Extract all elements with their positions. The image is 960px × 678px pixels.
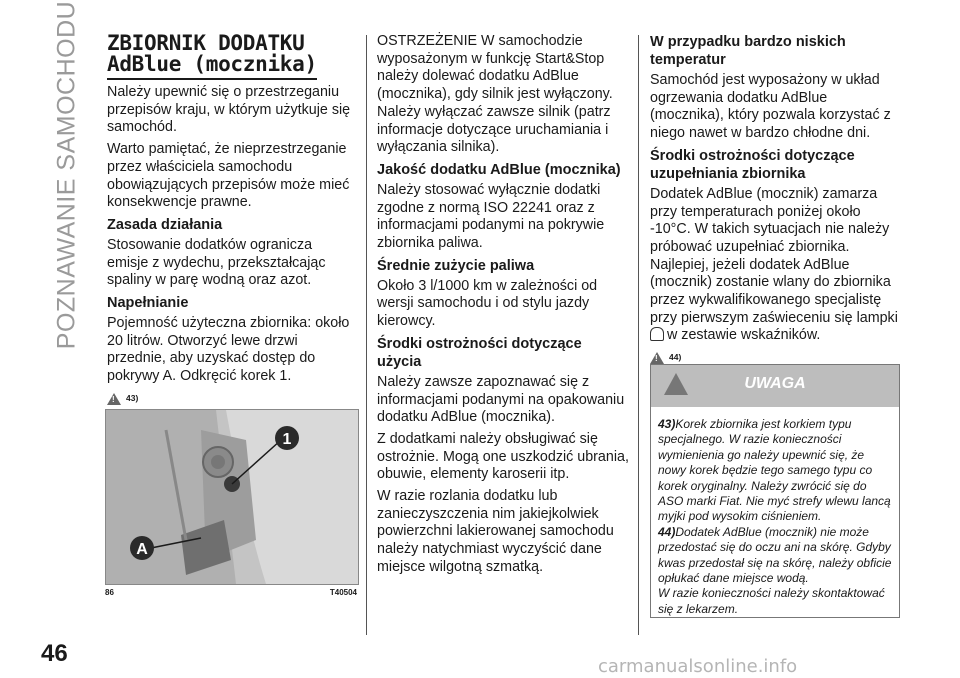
heading: Środki ostrożności dotyczące użycia [377,335,582,370]
heading: Środki ostrożności dotyczące uzupełniania zbiornika [650,147,855,182]
watermark: carmanualsonline.info [598,656,798,677]
note-43: 43)Korek zbiornika jest korkiem typu specjalnego. W razie konieczności wymienienia go należy upewnić się, że nowy korek będzie tego samego typu co korek oryginalny. Należy zwrócić się do ASO marki Fiat. Nie myć strefy wlewu lancą myjki pod wysokim ciśnieniem. [658,417,891,524]
paragraph: Należy upewnić się o przestrzeganiu przepisów kraju, w którym użytkuje się samochód. [107,84,351,136]
uwaga-box [650,364,900,618]
uwaga-body [651,407,899,617]
paragraph: Warto pamiętać, że nieprzestrzeganie przez właściciela samochodu obowiązujących przepisów może mieć konsekwencje prawne. [107,141,350,211]
side-section-title: POZNAWANIE SAMOCHODU [52,0,81,350]
warning-reference: ! 43) [107,390,357,408]
adblue-warning-lamp-icon [650,327,664,341]
heading: Średnie zużycie paliwa [377,257,535,274]
adblue-cap-illustration [105,409,359,585]
column-1 [107,33,357,431]
warning-icon [107,393,121,405]
heading: Jakość dodatku AdBlue (mocznika) [377,161,621,178]
paragraph: Dodatek AdBlue (mocznik) zamarza przy temperaturach poniżej około -10°C. W takich sytuacjach nie należy próbować uzupełniać zbiornika. Najlepiej, jeżeli dodatek AdBlue (mocznik) zostanie wlany do zbiornika przez wykwalifikowanego specjalistę przy pierwszym zaświeceniu się lampki w zestawie wskaźników. [650,185,898,344]
heading: Zasada działania [107,216,223,233]
paragraph: Samochód jest wyposażony w układ ogrzewania dodatku AdBlue (mocznika), który pozwala korzystać z niego nawet w bardzo chłodne dni. [650,72,891,142]
page-number: 46 [41,640,68,667]
paragraph: Należy zawsze zapoznawać się z informacjami podanymi na opakowaniu dodatku AdBlue (mocznika). [377,373,625,426]
callout-1: 1 [282,431,292,448]
heading: Napełnianie [107,295,189,312]
warning-icon [650,352,664,364]
warning-reference: ! 44) [650,349,900,367]
paragraph: Z dodatkami należy obsługiwać się ostrożnie. Mogą one uszkodzić ubrania, obuwie, elementy karoserii itp. [377,430,629,483]
paragraph: OSTRZEŻENIE W samochodzie wyposażonym w funkcję Start&Stop należy dolewać dodatku AdBlue (mocznika), gdy silnik jest wyłączony. Należy wyłączać zawsze silnik (patrz informacje dotyczące uruchamiania i wyłączania silnika). [377,33,613,156]
uwaga-header: UWAGA [651,365,899,407]
paragraph: Pojemność użyteczna zbiornika: około 20 litrów. Otworzyć lewe drzwi przednie, aby uzyskać dostęp do pokrywy A. Odkręcić korek 1. [107,315,350,385]
column-2 [377,33,629,581]
section-title: ZBIORNIK DODATKU AdBlue (mocznika) [107,33,357,75]
column-divider-2 [638,35,639,635]
column-divider-1 [366,35,367,635]
figure-code: T40504 [329,588,357,597]
heading: W przypadku bardzo niskich temperatur [650,34,846,68]
paragraph: Około 3 l/1000 km w zależności od wersji samochodu i od stylu jazdy kierowcy. [377,277,598,330]
callout-A: A [136,541,148,558]
note-44: 44)Dodatek AdBlue (mocznik) nie może przedostać się do oczu ani na skórę. Gdyby kwas przedostał się na skórę, należy obficie opłukać dane miejsce wodą. [658,524,892,586]
paragraph: Stosowanie dodatków ogranicza emisje z wydechu, przekształcając spaliny w parę wodną oraz azot. [107,236,326,289]
note-44-continued: W razie konieczności należy skontaktować się z lekarzem. [658,586,885,616]
paragraph: Należy stosować wyłącznie dodatki zgodne z normą ISO 22241 oraz z informacjami podanymi na pokrywie zbiornika paliwa. [377,181,605,252]
column-3 [650,33,900,370]
paragraph: W razie rozlania dodatku lub zanieczyszczenia nim jakiejkolwiek powierzchni lakierowanej samochodu należy natychmiast wyczyścić dane miejsce wilgotną szmatką. [377,488,614,575]
figure-caption [105,588,357,597]
figure-number: 86 [105,588,114,597]
